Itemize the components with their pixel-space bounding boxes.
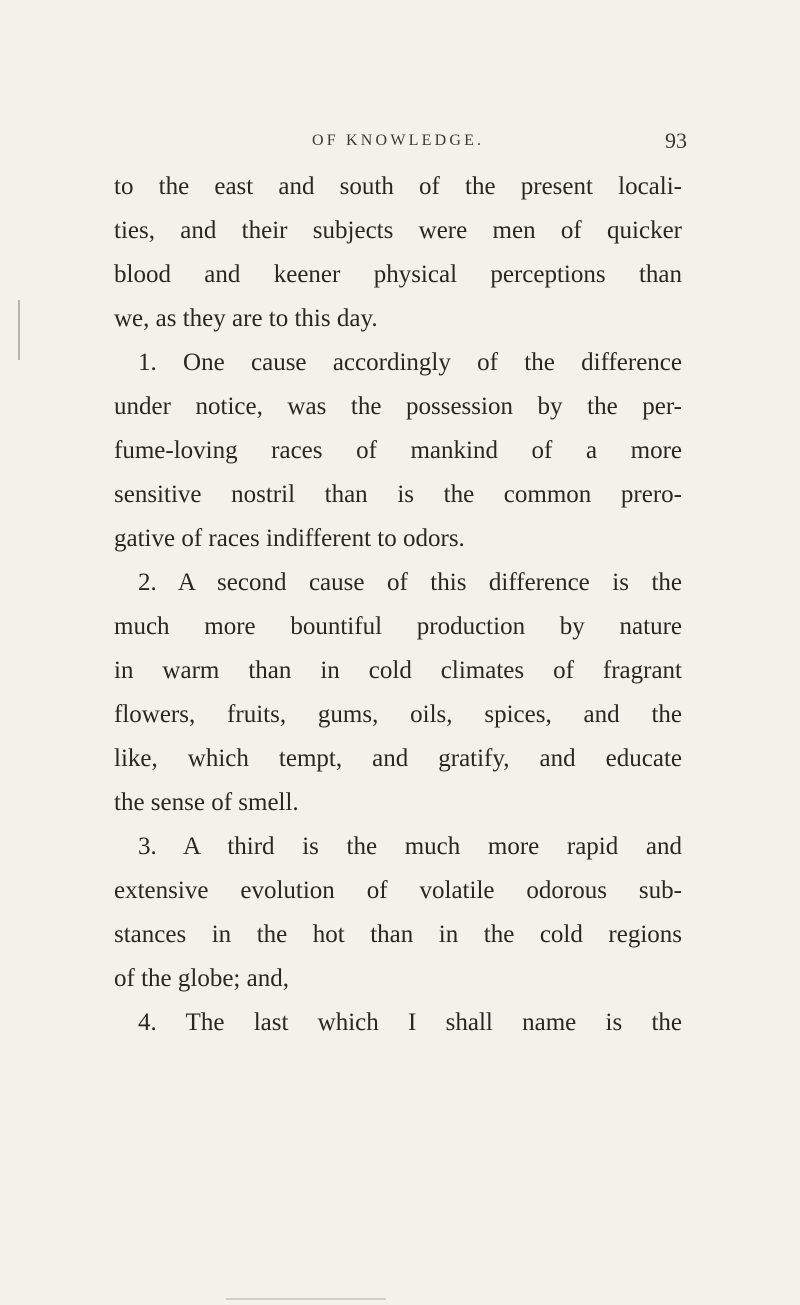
text-line: in warm than in cold climates of fragrant — [114, 657, 682, 684]
text-line: 4. The last which I shall name is the — [138, 1009, 682, 1036]
running-head: OF KNOWLEDGE. — [312, 132, 485, 149]
text-line: flowers, fruits, gums, oils, spices, and the — [114, 701, 682, 728]
text-line: gative of races indifferent to odors. — [114, 525, 465, 552]
text-line: the sense of smell. — [114, 789, 299, 816]
text-line: blood and keener physical perceptions than — [114, 261, 682, 288]
text-line: we, as they are to this day. — [114, 305, 378, 332]
text-line: under notice, was the possession by the per- — [114, 393, 682, 420]
bottom-edge-mark — [226, 1298, 386, 1300]
text-line: fume-loving races of mankind of a more — [114, 437, 682, 464]
text-line: of the globe; and, — [114, 965, 289, 992]
text-line: sensitive nostril than is the common prero- — [114, 481, 682, 508]
text-line: much more bountiful production by nature — [114, 613, 682, 640]
page-number: 93 — [665, 128, 687, 153]
text-line: stances in the hot than in the cold regions — [114, 921, 682, 948]
text-line: 2. A second cause of this difference is the — [138, 569, 682, 596]
text-line: 3. A third is the much more rapid and — [138, 833, 682, 860]
text-line: to the east and south of the present locali- — [114, 173, 682, 200]
margin-stain — [18, 300, 20, 360]
text-line: extensive evolution of volatile odorous sub- — [114, 877, 682, 904]
text-line: ties, and their subjects were men of quicker — [114, 217, 682, 244]
text-line: like, which tempt, and gratify, and educate — [114, 745, 682, 772]
text-line: 1. One cause accordingly of the difference — [138, 349, 682, 376]
